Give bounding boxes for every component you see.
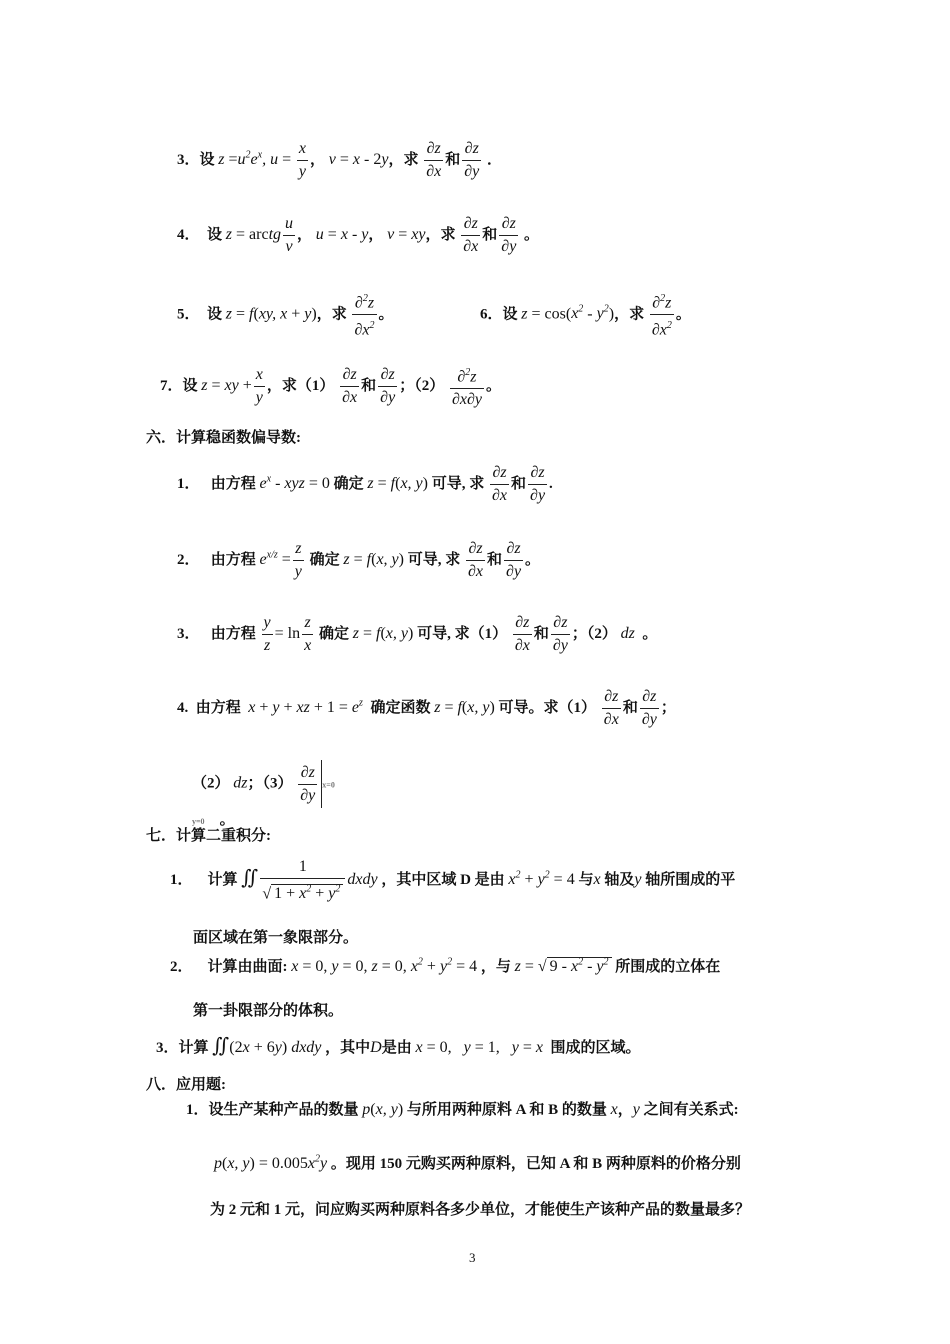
section-8-title: 八．应用题:	[146, 1077, 226, 1093]
problem-7-1-cont: 面区域在第一象限部分。	[193, 930, 359, 946]
problem-6-2: 2． 由方程 $e^{x/z}$ = $\frac{z}{y}$ 确定 z = f(x, y) 可导, 求 $\frac{\partial z}{\partial x}$ 和 $\frac{\partial z}{\partial y}$ 。	[177, 538, 540, 583]
problem-6-4-line2: （2） dz；（3） $\frac{\partial z}{\partial y}$ x=0 y=0 。	[192, 760, 335, 829]
page-number: 3	[469, 1250, 476, 1265]
problem-8-1: 1．设生产某种产品的数量 p(x, y) 与所用两种原料 A 和 B 的数量 x，y 之间有关系式:	[186, 1101, 739, 1118]
problem-5-7: 7．设 z = xy + $\frac{x}{y}$ ，求（1） $\frac{\partial z}{\partial x}$ 和 $\frac{\partial z}{\partial y}$ ；（2） $\frac{\partial^2z}{\partial x\partial y}$ 。	[160, 362, 501, 411]
problem-6-4: 4. 由方程 x + y + xz + $1 = e^z$ 确定函数 z = f(x, y) 可导。求（1） $\frac{\partial z}{\partial x}$ 和 $\frac{\partial z}{\partial y}$ ；	[177, 686, 676, 731]
section-6-title: 六．计算稳函数偏导数:	[146, 430, 301, 446]
problem-7-2: 2． 计算由曲面: x = 0, y = 0, z = 0, $x^2 + y^2 = 4$ ，与 z = √ $9 - x^2 - y^2$ 所围成的立体在	[170, 956, 721, 975]
problem-5-6: 6．设 $z = \cos(x^2 - y^2)$，求 $\frac{\partial^2z}{\partial x^2}$ 。	[480, 288, 691, 342]
problem-6-3: 3． 由方程 $\frac{y}{z}$ = ln $\frac{z}{x}$ 确定 z = f(x, y) 可导, 求（1） $\frac{\partial z}{\partial x}$ 和 $\frac{\partial z}{\partial y}$ ；（2） dz 。	[177, 612, 657, 657]
section-7-title: 七．计算二重积分:	[146, 828, 271, 844]
problem-8-1-line3: 为 2 元和 1 元，问应购买两种原料各多少单位，才能使生产该种产品的数量最多？	[210, 1202, 751, 1218]
problem-7-1: 1． 计算 ∬ $\frac{1}{√ 1 + x^2 + y^2}$ dxdy ，其中区域 D 是由 $x^2 + y^2 = 4$ 与x 轴及y 轴所围成的平	[170, 856, 735, 905]
problem-5-5: 5． 设 z = f(xy, x + y)，求 $\frac{\partial^2z}{\partial x^2}$ 。	[177, 288, 394, 342]
problem-5-3: 3．设 $z =u^2e^x$, u = $\frac{x}{y}$ ， v = x - 2y，求 $\frac{\partial z}{\partial x}$ 和 $\frac{\partial z}{\partial y}$ ．	[177, 138, 502, 183]
problem-5-4: 4． 设 z = arctg $\frac{u}{v}$ ， u = x - y， v = xy，求 $\frac{\partial z}{\partial x}$ 和 $\frac{\partial z}{\partial y}$ 。	[177, 213, 539, 258]
problem-6-1: 1． 由方程 $e^x$ - xyz = 0 确定 z = f(x, y) 可导, 求 $\frac{\partial z}{\partial x}$ 和 $\frac{\partial z}{\partial y}$ .	[177, 462, 553, 507]
problem-7-3: 3．计算 ∬(2x + 6y) dxdy ，其中D是由 x = 0, y = 1, y = x 围成的区域。	[156, 1035, 641, 1057]
problem-8-1-line2: p(x, $y) = 0.005x^2y$ 。现用 150 元购买两种原料，已知 A 和 B 两种原料的价格分别	[214, 1153, 741, 1172]
problem-7-2-cont: 第一卦限部分的体积。	[193, 1003, 344, 1019]
